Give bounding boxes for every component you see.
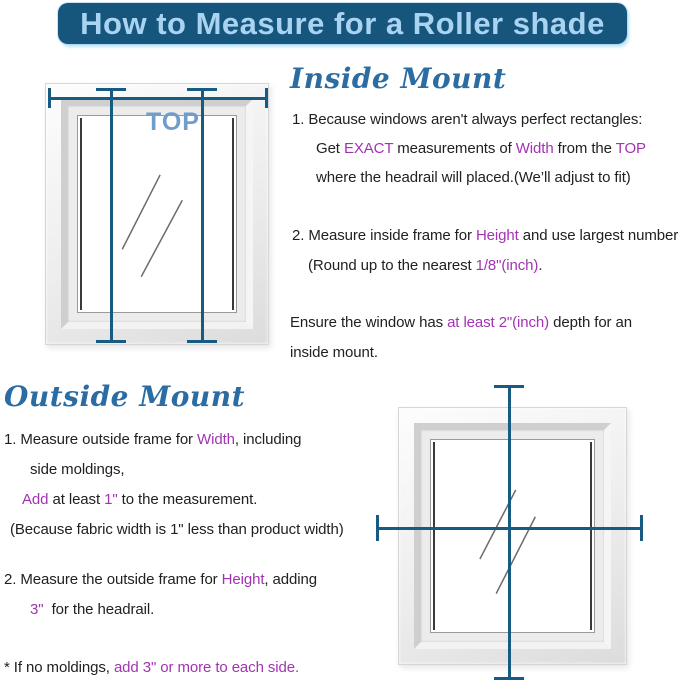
instruction-line: 3" for the headrail. — [30, 601, 155, 618]
height-measure-line — [508, 386, 511, 680]
instruction-line: inside mount. — [290, 344, 378, 361]
instruction-line: Ensure the window has at least 2"(inch) depth for an — [290, 314, 633, 331]
height-measure-line-left — [110, 89, 113, 343]
instruction-line: * If no moldings, add 3" or more to each side. — [4, 659, 300, 676]
measure-cap-top — [494, 385, 524, 388]
window-glass — [77, 115, 237, 313]
measure-cap-bottom — [187, 340, 217, 343]
height-measure-line-right — [201, 89, 204, 343]
measure-cap-right — [640, 515, 643, 541]
outside-mount-window — [398, 407, 627, 665]
instruction-line: (Round up to the nearest 1/8"(inch). — [308, 257, 543, 274]
instruction-line: Add at least 1" to the measurement. — [22, 491, 258, 508]
glass-reflection — [431, 440, 594, 632]
measure-cap-bottom — [96, 340, 126, 343]
measure-cap-top — [187, 88, 217, 91]
measure-cap-bottom — [494, 677, 524, 680]
instruction-line: (Because fabric width is 1" less than product width) — [10, 521, 344, 538]
measure-cap-top — [96, 88, 126, 91]
measure-cap-right — [265, 88, 268, 108]
inside-mount-heading: Inside Mount — [290, 62, 507, 95]
outside-mount-heading: Outside Mount — [4, 380, 246, 413]
measure-cap-left — [376, 515, 379, 541]
window-glass — [430, 439, 595, 633]
title-banner — [58, 3, 627, 44]
window-inner-frame — [414, 423, 611, 649]
top-label: TOP — [146, 108, 200, 136]
instruction-line: side moldings, — [30, 461, 125, 478]
measure-cap-left — [48, 88, 51, 108]
glass-reflection — [78, 116, 236, 312]
width-measure-line — [377, 527, 643, 530]
page-title: How to Measure for a Roller shade — [80, 5, 605, 41]
instruction-line: Get EXACT measurements of Width from the TOP — [316, 140, 646, 157]
instruction-line: 1. Because windows aren't always perfect rectangles: — [292, 111, 643, 128]
instruction-line: 2. Measure the outside frame for Height, adding — [4, 571, 318, 588]
instruction-line: where the headrail will placed.(We’ll adjust to fit) — [316, 169, 631, 186]
instruction-line: 1. Measure outside frame for Width, including — [4, 431, 302, 448]
instruction-line: 2. Measure inside frame for Height and use largest number — [292, 227, 679, 244]
width-measure-line — [50, 97, 268, 100]
